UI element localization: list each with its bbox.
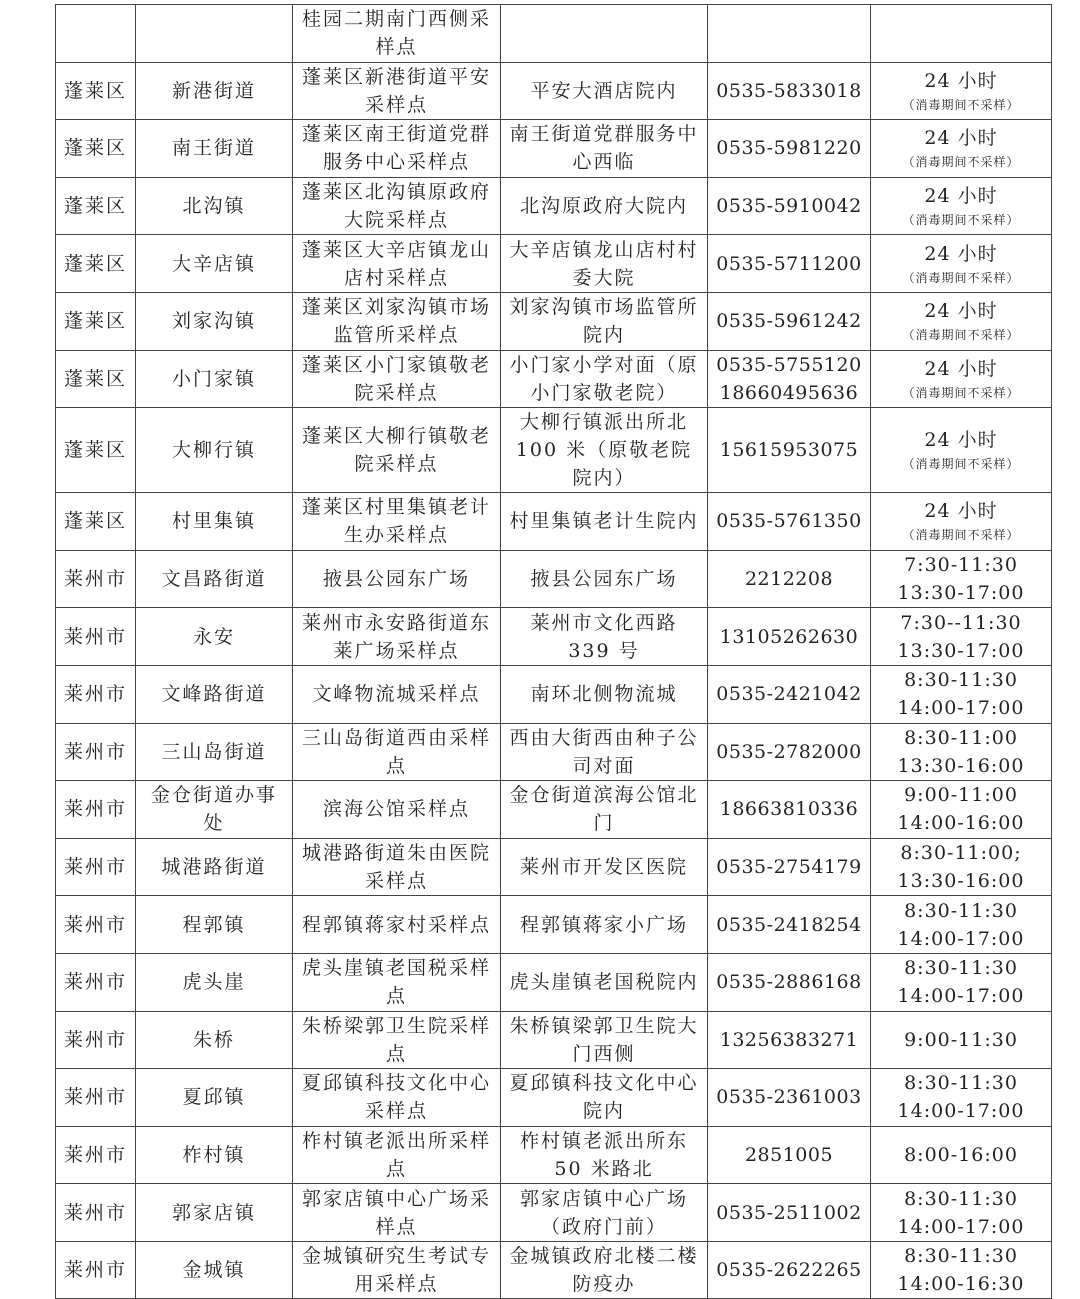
site-name-cell: 虎头崖镇老国税采样点 xyxy=(293,953,501,1011)
hours-note: （消毒期间不采样） xyxy=(902,528,1020,543)
address-cell: 小门家小学对面（原小门家敬老院） xyxy=(501,350,708,408)
street-cell: 夏邱镇 xyxy=(136,1069,293,1127)
district-cell: 莱州市 xyxy=(56,1011,136,1069)
phone-number: 0535-5711200 xyxy=(716,252,862,275)
phone-number: 2851005 xyxy=(744,1143,834,1166)
hours-cell xyxy=(871,1011,1052,1069)
site-name-cell: 程郭镇蒋家村采样点 xyxy=(293,896,501,954)
phone-number: 0535-2886168 xyxy=(716,971,862,994)
phone-number: 0535-5910042 xyxy=(716,195,862,218)
address-cell: 柞村镇老派出所东 50 米路北 xyxy=(501,1126,708,1184)
district-cell xyxy=(56,5,136,63)
phone-cell xyxy=(708,953,871,1011)
district-cell: 莱州市 xyxy=(56,550,136,608)
table-row xyxy=(56,1069,1052,1127)
site-name-cell: 蓬莱区大柳行镇敬老院采样点 xyxy=(293,408,501,493)
address-cell: 虎头崖镇老国税院内 xyxy=(501,953,708,1011)
site-name-cell: 金城镇研究生考试专用采样点 xyxy=(293,1241,501,1299)
district-cell: 莱州市 xyxy=(56,665,136,723)
address-cell xyxy=(501,5,708,63)
address-cell: 郭家店镇中心广场（政府门前） xyxy=(501,1184,708,1242)
phone-number: 13105262630 xyxy=(719,625,859,648)
table-row xyxy=(56,493,1052,551)
table-row xyxy=(56,1184,1052,1242)
hours-cell xyxy=(871,408,1052,493)
phone-cell xyxy=(708,62,871,120)
table-row xyxy=(56,550,1052,608)
district-cell: 莱州市 xyxy=(56,1069,136,1127)
site-name-cell: 夏邱镇科技文化中心采样点 xyxy=(293,1069,501,1127)
site-name-cell: 朱桥梁郭卫生院采样点 xyxy=(293,1011,501,1069)
hours-range: 14:00-17:00 xyxy=(897,697,1025,720)
phone-cell xyxy=(708,5,871,63)
street-cell: 程郭镇 xyxy=(136,896,293,954)
hours-range: 8:30-11:30 xyxy=(904,669,1018,692)
hours-range: 13:30-17:00 xyxy=(897,582,1025,605)
phone-cell xyxy=(708,838,871,896)
street-cell: 朱桥 xyxy=(136,1011,293,1069)
phone-cell xyxy=(708,896,871,954)
table-row xyxy=(56,781,1052,839)
site-name-cell: 滨海公馆采样点 xyxy=(293,781,501,839)
hours-cell xyxy=(871,350,1052,408)
hours-range: 9:00-11:30 xyxy=(904,1028,1018,1051)
site-name-cell: 桂园二期南门西侧采样点 xyxy=(293,5,501,63)
sampling-sites-table xyxy=(55,4,1052,1299)
street-cell: 金仓街道办事处 xyxy=(136,781,293,839)
hours-range: 24 小时 xyxy=(924,127,998,150)
address-cell: 莱州市开发区医院 xyxy=(501,838,708,896)
table-row xyxy=(56,120,1052,178)
hours-cell xyxy=(871,1241,1052,1299)
hours-range: 8:30-11:30 xyxy=(904,1072,1018,1095)
hours-range: 8:30-11:00 xyxy=(904,726,1018,749)
phone-cell xyxy=(708,665,871,723)
district-cell: 蓬莱区 xyxy=(56,408,136,493)
district-cell: 莱州市 xyxy=(56,781,136,839)
hours-cell xyxy=(871,665,1052,723)
address-cell: 程郭镇蒋家小广场 xyxy=(501,896,708,954)
phone-number: 0535-5981220 xyxy=(716,137,862,160)
street-cell: 三山岛街道 xyxy=(136,723,293,781)
hours-cell xyxy=(871,120,1052,178)
hours-range: 9:00-11:00 xyxy=(904,784,1018,807)
hours-range: 8:30-11:00; xyxy=(900,842,1022,865)
phone-number: 0535-5833018 xyxy=(716,79,862,102)
hours-note: （消毒期间不采样） xyxy=(902,385,1020,400)
table-row xyxy=(56,838,1052,896)
hours-cell xyxy=(871,550,1052,608)
address-cell: 村里集镇老计生院内 xyxy=(501,493,708,551)
hours-range: 8:30-11:30 xyxy=(904,957,1018,980)
table-row xyxy=(56,723,1052,781)
district-cell: 莱州市 xyxy=(56,1241,136,1299)
phone-cell xyxy=(708,723,871,781)
phone-cell xyxy=(708,1011,871,1069)
site-name-cell: 文峰物流城采样点 xyxy=(293,665,501,723)
address-cell: 大辛店镇龙山店村村委大院 xyxy=(501,235,708,293)
table-row xyxy=(56,177,1052,235)
district-cell: 莱州市 xyxy=(56,723,136,781)
hours-note: （消毒期间不采样） xyxy=(902,97,1020,112)
site-name-cell: 蓬莱区大辛店镇龙山店村采样点 xyxy=(293,235,501,293)
hours-range: 24 小时 xyxy=(924,300,998,323)
address-cell: 西由大街西由种子公司对面 xyxy=(501,723,708,781)
hours-range: 14:00-17:00 xyxy=(897,1215,1025,1238)
street-cell: 大辛店镇 xyxy=(136,235,293,293)
hours-cell xyxy=(871,781,1052,839)
address-cell: 南王街道党群服务中心西临 xyxy=(501,120,708,178)
table-row xyxy=(56,62,1052,120)
hours-note: （消毒期间不采样） xyxy=(902,155,1020,170)
table-row xyxy=(56,235,1052,293)
address-cell: 夏邱镇科技文化中心院内 xyxy=(501,1069,708,1127)
hours-cell xyxy=(871,62,1052,120)
district-cell: 蓬莱区 xyxy=(56,292,136,350)
district-cell: 蓬莱区 xyxy=(56,493,136,551)
phone-cell xyxy=(708,1069,871,1127)
hours-cell xyxy=(871,292,1052,350)
hours-cell xyxy=(871,1069,1052,1127)
address-cell: 南环北侧物流城 xyxy=(501,665,708,723)
hours-range: 14:00-17:00 xyxy=(897,985,1025,1008)
hours-note: （消毒期间不采样） xyxy=(902,213,1020,228)
hours-cell xyxy=(871,838,1052,896)
street-cell: 村里集镇 xyxy=(136,493,293,551)
phone-number: 18663810336 xyxy=(719,798,859,821)
district-cell: 莱州市 xyxy=(56,896,136,954)
street-cell: 大柳行镇 xyxy=(136,408,293,493)
phone-cell xyxy=(708,1184,871,1242)
phone-cell xyxy=(708,120,871,178)
phone-number: 2212208 xyxy=(744,568,834,591)
hours-range: 13:30-17:00 xyxy=(897,639,1025,662)
hours-range: 7:30-11:30 xyxy=(904,554,1018,577)
phone-number: 0535-2421042 xyxy=(716,683,862,706)
phone-cell xyxy=(708,292,871,350)
hours-range: 13:30-16:00 xyxy=(897,870,1025,893)
site-name-cell: 掖县公园东广场 xyxy=(293,550,501,608)
address-cell: 大柳行镇派出所北 100 米（原敬老院院内） xyxy=(501,408,708,493)
street-cell: 金城镇 xyxy=(136,1241,293,1299)
site-name-cell: 蓬莱区小门家镇敬老院采样点 xyxy=(293,350,501,408)
street-cell: 柞村镇 xyxy=(136,1126,293,1184)
hours-range: 24 小时 xyxy=(924,357,998,380)
hours-range: 24 小时 xyxy=(924,429,998,452)
phone-cell xyxy=(708,493,871,551)
street-cell: 北沟镇 xyxy=(136,177,293,235)
hours-range: 7:30--11:30 xyxy=(900,611,1022,634)
phone-cell xyxy=(708,781,871,839)
district-cell: 蓬莱区 xyxy=(56,120,136,178)
hours-range: 24 小时 xyxy=(924,69,998,92)
phone-cell xyxy=(708,235,871,293)
phone-number: 0535-5961242 xyxy=(716,310,862,333)
hours-range: 24 小时 xyxy=(924,185,998,208)
site-name-cell: 蓬莱区南王街道党群服务中心采样点 xyxy=(293,120,501,178)
table-row xyxy=(56,1126,1052,1184)
phone-cell xyxy=(708,350,871,408)
site-name-cell: 蓬莱区北沟镇原政府大院采样点 xyxy=(293,177,501,235)
district-cell: 蓬莱区 xyxy=(56,62,136,120)
street-cell: 小门家镇 xyxy=(136,350,293,408)
street-cell: 南王街道 xyxy=(136,120,293,178)
address-cell: 北沟原政府大院内 xyxy=(501,177,708,235)
hours-range: 8:30-11:30 xyxy=(904,1245,1018,1268)
street-cell: 新港街道 xyxy=(136,62,293,120)
hours-range: 14:00-17:00 xyxy=(897,1100,1025,1123)
district-cell: 莱州市 xyxy=(56,608,136,666)
table-row xyxy=(56,1241,1052,1299)
hours-cell xyxy=(871,5,1052,63)
phone-number: 0535-5761350 xyxy=(716,510,862,533)
site-name-cell: 莱州市永安路街道东莱广场采样点 xyxy=(293,608,501,666)
phone-number: 0535-2782000 xyxy=(716,740,862,763)
table-row xyxy=(56,1011,1052,1069)
site-name-cell: 郭家店镇中心广场采样点 xyxy=(293,1184,501,1242)
phone-number: 0535-5755120 xyxy=(716,353,862,376)
hours-range: 8:00-16:00 xyxy=(904,1143,1018,1166)
district-cell: 莱州市 xyxy=(56,1184,136,1242)
address-cell: 金城镇政府北楼二楼防疫办 xyxy=(501,1241,708,1299)
hours-cell xyxy=(871,235,1052,293)
phone-number: 0535-2511002 xyxy=(716,1201,862,1224)
address-cell: 掖县公园东广场 xyxy=(501,550,708,608)
street-cell: 郭家店镇 xyxy=(136,1184,293,1242)
phone-number: 0535-2622265 xyxy=(716,1259,862,1282)
hours-range: 8:30-11:30 xyxy=(904,1187,1018,1210)
phone-number: 15615953075 xyxy=(719,439,859,462)
hours-range: 24 小时 xyxy=(924,242,998,265)
hours-range: 14:00-16:00 xyxy=(897,812,1025,835)
phone-cell xyxy=(708,408,871,493)
site-name-cell: 蓬莱区村里集镇老计生办采样点 xyxy=(293,493,501,551)
hours-cell xyxy=(871,953,1052,1011)
table-row xyxy=(56,292,1052,350)
table-row xyxy=(56,5,1052,63)
district-cell: 蓬莱区 xyxy=(56,177,136,235)
table-row xyxy=(56,408,1052,493)
table-row xyxy=(56,896,1052,954)
hours-range: 24 小时 xyxy=(924,500,998,523)
site-name-cell: 蓬莱区刘家沟镇市场监管所采样点 xyxy=(293,292,501,350)
address-cell: 朱桥镇梁郭卫生院大门西侧 xyxy=(501,1011,708,1069)
hours-cell xyxy=(871,723,1052,781)
table-body xyxy=(56,5,1052,1299)
hours-range: 14:00-16:30 xyxy=(897,1273,1025,1296)
phone-number: 13256383271 xyxy=(719,1028,859,1051)
hours-note: （消毒期间不采样） xyxy=(902,270,1020,285)
district-cell: 蓬莱区 xyxy=(56,350,136,408)
phone-cell xyxy=(708,1126,871,1184)
table-row xyxy=(56,350,1052,408)
phone-cell xyxy=(708,608,871,666)
hours-cell xyxy=(871,896,1052,954)
street-cell: 文峰路街道 xyxy=(136,665,293,723)
hours-cell xyxy=(871,1184,1052,1242)
site-name-cell: 柞村镇老派出所采样点 xyxy=(293,1126,501,1184)
address-cell: 平安大酒店院内 xyxy=(501,62,708,120)
hours-cell xyxy=(871,493,1052,551)
phone-cell xyxy=(708,177,871,235)
phone-number: 0535-2418254 xyxy=(716,913,862,936)
table-row xyxy=(56,665,1052,723)
district-cell: 莱州市 xyxy=(56,1126,136,1184)
hours-range: 14:00-17:00 xyxy=(897,927,1025,950)
street-cell: 城港路街道 xyxy=(136,838,293,896)
hours-cell xyxy=(871,608,1052,666)
phone-cell xyxy=(708,550,871,608)
phone-number: 0535-2361003 xyxy=(716,1086,862,1109)
phone-cell xyxy=(708,1241,871,1299)
street-cell: 文昌路街道 xyxy=(136,550,293,608)
district-cell: 蓬莱区 xyxy=(56,235,136,293)
street-cell: 永安 xyxy=(136,608,293,666)
site-name-cell: 蓬莱区新港街道平安采样点 xyxy=(293,62,501,120)
hours-cell xyxy=(871,1126,1052,1184)
phone-number: 18660495636 xyxy=(719,381,859,404)
phone-number: 0535-2754179 xyxy=(716,856,862,879)
hours-range: 13:30-16:00 xyxy=(897,754,1025,777)
street-cell xyxy=(136,5,293,63)
table-row xyxy=(56,608,1052,666)
street-cell: 虎头崖 xyxy=(136,953,293,1011)
site-name-cell: 城港路街道朱由医院采样点 xyxy=(293,838,501,896)
district-cell: 莱州市 xyxy=(56,953,136,1011)
street-cell: 刘家沟镇 xyxy=(136,292,293,350)
hours-note: （消毒期间不采样） xyxy=(902,457,1020,472)
table-row xyxy=(56,953,1052,1011)
address-cell: 莱州市文化西路 339 号 xyxy=(501,608,708,666)
hours-cell xyxy=(871,177,1052,235)
district-cell: 莱州市 xyxy=(56,838,136,896)
address-cell: 金仓街道滨海公馆北门 xyxy=(501,781,708,839)
hours-range: 8:30-11:30 xyxy=(904,899,1018,922)
hours-note: （消毒期间不采样） xyxy=(902,328,1020,343)
address-cell: 刘家沟镇市场监管所院内 xyxy=(501,292,708,350)
site-name-cell: 三山岛街道西由采样点 xyxy=(293,723,501,781)
